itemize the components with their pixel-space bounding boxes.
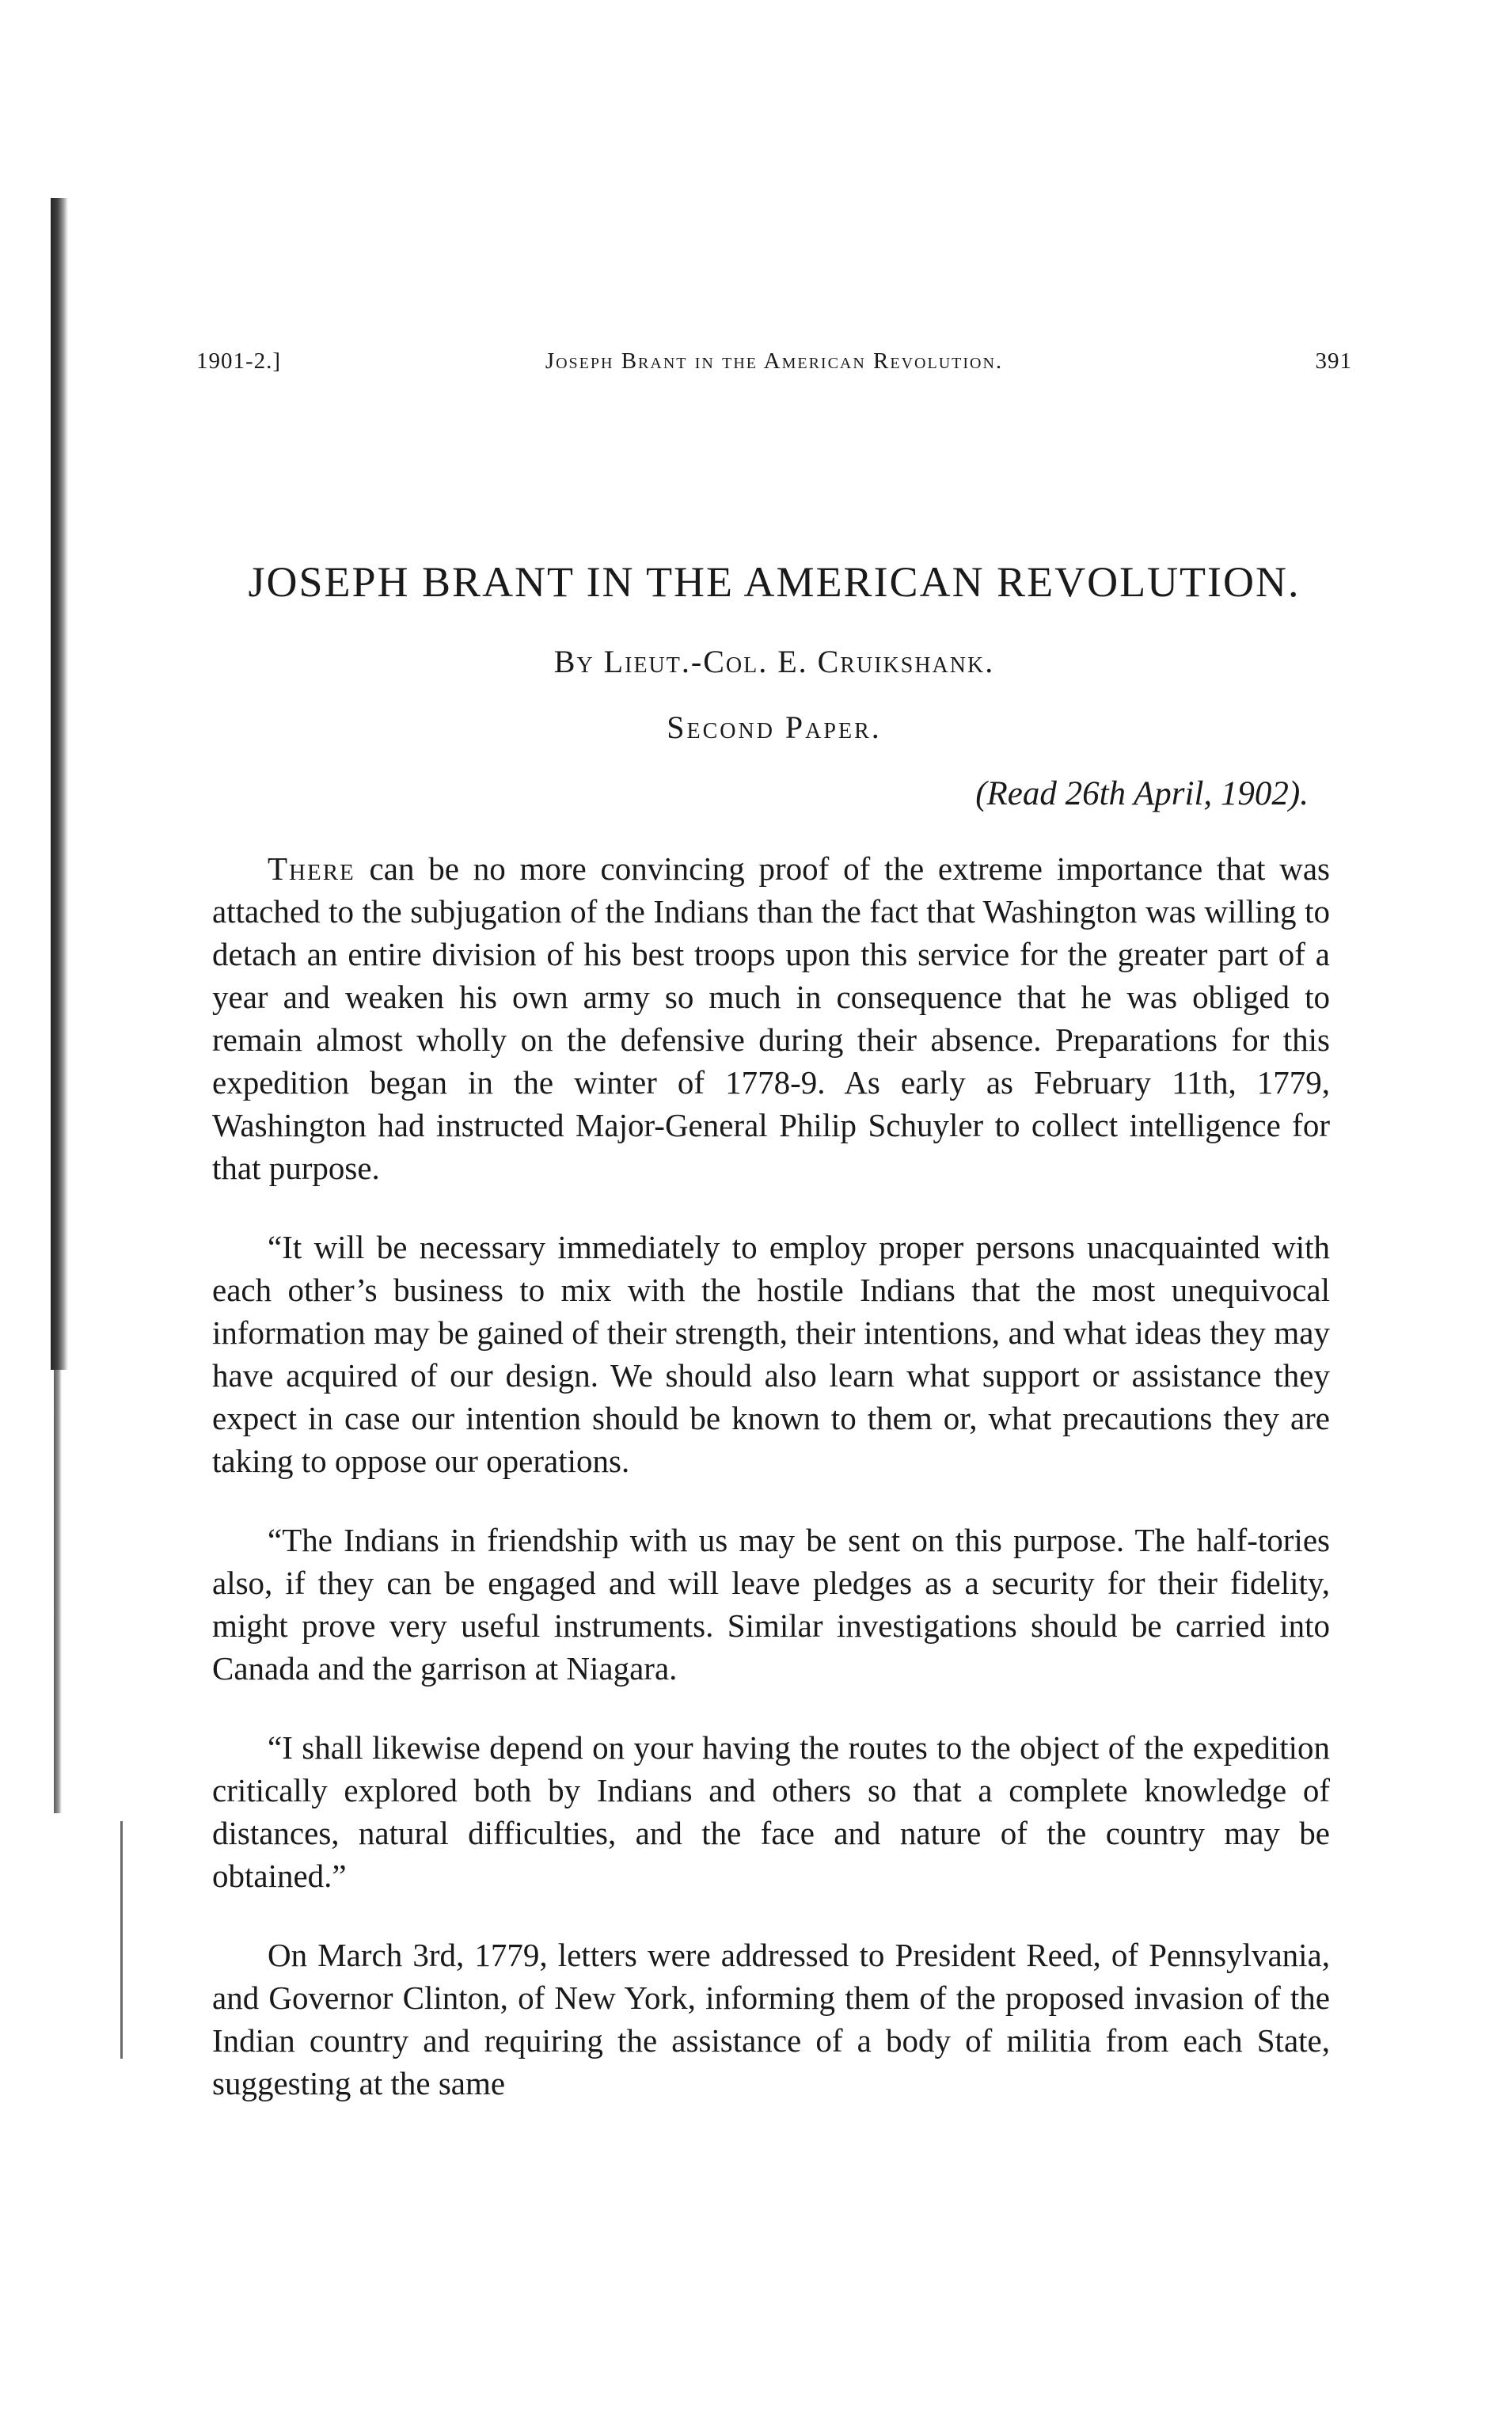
paragraph-1-lead-word: There — [268, 850, 355, 887]
paragraph-1-text: can be no more convincing proof of the extreme importance that was attached to the subjugation of the Indians than the fact that Washington was willing to detach an entire division of his best troops upon this service for the greater part of a year and weaken his own army so much in consequence that he was obliged to remain almost wholly on the defensive during their absence. Preparations for this expedition began in the winter of 1778-9. As early as February 11th, 1779, Washington had instructed Major-General Philip Schuyler to collect intelligence for that purpose. — [212, 850, 1330, 1186]
article-title: JOSEPH BRANT IN THE AMERICAN REVOLUTION. — [248, 558, 1301, 606]
article-byline: By Lieut.-Col. E. Cruikshank. — [553, 644, 995, 679]
scan-binding-edge — [51, 198, 68, 1370]
paragraph-2: “It will be necessary immediately to employ proper persons unacquainted with each other’s business to mix with the hostile Indians that the most unequivocal information may be gained of their strength, their intentions, and what ideas they may have acquired of our design. We should also learn what support or assistance they expect in case our intention should be known to them or, what precautions they are taking to oppose our operations. — [212, 1229, 1330, 1479]
paragraph-3: “The Indians in friendship with us may be sent on this purpose. The half-tories also, if they can be engaged and will leave pledges as a security for their fidelity, might prove very useful instruments. Similar investigations should be carried into Canada and the garrison at Niagara. — [212, 1522, 1330, 1687]
article-subtitle: Second Paper. — [667, 709, 882, 745]
running-head-title: Joseph Brant in the American Revolution. — [545, 348, 1004, 374]
paragraph-1 — [212, 847, 1330, 1189]
read-date: (Read 26th April, 1902). — [975, 775, 1309, 812]
page-number: 391 — [1315, 348, 1352, 374]
paragraph-4: “I shall likewise depend on your having the routes to the object of the expedition critically explored both by Indians and others so that a complete knowledge of distances, natural difficulties, and the face and nature of the country may be obtained.” — [212, 1729, 1330, 1894]
article-body — [212, 847, 1330, 2141]
scan-margin-line — [120, 1821, 123, 2059]
running-head-volume: 1901-2.] — [196, 348, 282, 374]
running-head — [196, 348, 1352, 380]
scan-binding-edge-tail — [54, 1370, 62, 1813]
paragraph-5: On March 3rd, 1779, letters were addressed to President Reed, of Pennsylvania, and Governor Clinton, of New York, informing them of the proposed invasion of the Indian country and requiring the assistance of a body of militia from each State, suggesting at the same — [212, 1937, 1330, 2101]
